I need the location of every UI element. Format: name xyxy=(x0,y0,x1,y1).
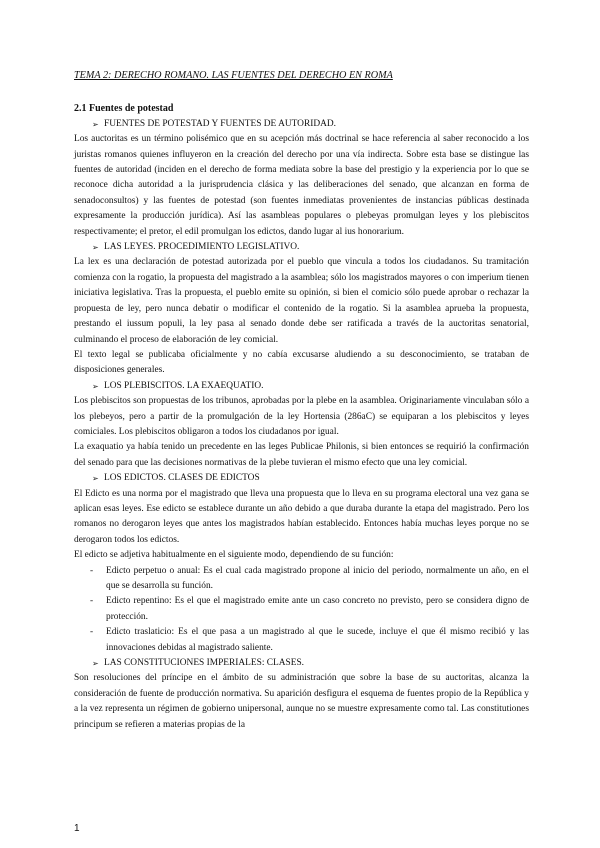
paragraph-edict-types-intro: El edicto se adjetiva habitualmente en el siguiente modo, dependiendo de su función: xyxy=(74,550,394,561)
list-item-text: Edicto perpetuo o anual: Es el cual cada magistrado propone al inicio del periodo, normalmente un año, en el que se desarrolla su función. xyxy=(106,565,529,591)
page-number: 1 xyxy=(74,823,80,834)
paragraph-legal-text: El texto legal se publicaba oficialmente y no cabía excusarse aludiendo a su desconocimiento, se trataban de disposiciones generales. xyxy=(74,349,529,376)
edict-types-list xyxy=(74,564,529,656)
arrow-bullet-icon: ➢ xyxy=(92,659,99,669)
bullet-text: LAS CONSTITUCIONES IMPERIALES: CLASES. xyxy=(104,658,305,669)
list-item-text: Edicto traslaticio: Es el que pasa a un magistrado al que le sucede, incluye el que él mismo recibió y las innovaciones debidas al magistrado saliente. xyxy=(106,627,529,653)
bullet-text: LOS PLEBISCITOS. LA EXAEQUATIO. xyxy=(104,380,264,391)
list-item xyxy=(90,594,529,625)
bullet-text: LOS EDICTOS. CLASES DE EDICTOS xyxy=(104,473,260,484)
paragraph-auctoritas: Los auctoritas es un término polisémico que en su acepción más doctrinal se hace referencia al saber reconocido a los juristas romanos quienes influyeron en la creación del derecho por una vía indirecta. Sobre esta base se distingue las fuentes de autoridad (inciden en el derecho de forma mediata sobre la base del prestigio y la experiencia por lo que se reconoce dicha autoridad a la jurisprudencia clásica y las deliberaciones del senado, que alcanzan en forma de senadoconsultos) y las fuentes de potestad (son fuentes inmediatas provenientes de instancias públicas destinada expresamente la producción jurídica). Así las asambleas populares o plebeyas promulgan leyes y los plebiscitos respectivamente; el pretor, el edil promulgan los edictos, dando lugar al ius honorarium. xyxy=(74,134,529,237)
paragraph-constitutions: Son resoluciones del príncipe en el ámbito de su administración que sobre la base de su auctoritas, alcanza la consideración de fuente de producción normativa. Su aparición desfigura el esquema de fuentes propio de la República y a la vez representa un régimen de gobierno unipersonal, aunque no se muestre expresamente como tal. Las constitutiones principum se refieren a materias propias de la xyxy=(74,673,529,730)
paragraph-exaequatio: La exaquatio ya había tenido un precedente en las leges Publicae Philonis, si bien entonces se requirió la confirmación del senado para que las decisiones normativas de la plebe tuvieran el mismo efecto que una ley comicial. xyxy=(74,442,529,468)
document-title: TEMA 2: DERECHO ROMANO. LAS FUENTES DEL DERECHO EN ROMA xyxy=(74,70,393,81)
dash-bullet-icon: - xyxy=(90,596,94,607)
bullet-heading-laws xyxy=(74,240,529,255)
bullet-heading-sources xyxy=(74,117,529,132)
list-item xyxy=(90,564,529,595)
bullet-heading-plebiscites xyxy=(74,379,529,394)
arrow-bullet-icon: ➢ xyxy=(92,243,99,253)
paragraph-lex: La lex es una declaración de potestad autorizada por el pueblo que vincula a todos los ciudadanos. Su tramitación comienza con la rogatio, la propuesta del magistrado a la asamblea; sólo los magistrados mayores o con imperium tienen iniciativa legislativa. Tras la propuesta, el pueblo emite su opinión, si bien el comicio sólo puede aprobar o rechazar la propuesta de ley, pero nunca debatir o modificar el contenido de la rogatio. Si la asamblea aprueba la propuesta, prestando el iussum populi, la ley pasa al senado donde debe ser ratificada a través de la auctoritas senatorial, culminando el proceso de elaboración de ley comicial. xyxy=(74,257,529,345)
bullet-heading-constitutions xyxy=(74,656,529,671)
arrow-bullet-icon: ➢ xyxy=(92,119,99,129)
section-heading: 2.1 Fuentes de potestad xyxy=(74,103,174,115)
arrow-bullet-icon: ➢ xyxy=(92,381,99,391)
paragraph-edict: El Edicto es una norma por el magistrado que lleva una propuesta que lo lleva en su programa electoral una vez gana se aplican esas leyes. Ese edicto se establece durante un año debido a que duraba durante la etapa del magistrado. Pero los romanos no derogaron leyes que antes los magistrados habían establecido. Entonces había muchas leyes porque no se derogaron todos los edictos. xyxy=(74,488,529,545)
bullet-heading-edicts xyxy=(74,471,529,486)
paragraph-plebiscites: Los plebiscitos son propuestas de los tribunos, aprobadas por la plebe en la asamblea. Originariamente vinculaban sólo a los plebeyos, pero a partir de la promulgación de la ley Hortensia (286aC) se equiparan a los plebiscitos y leyes comiciales. Los plebiscitos obligaron a todos los ciudadanos por igual. xyxy=(74,396,529,437)
document-body xyxy=(74,68,529,733)
list-item-text: Edicto repentino: Es el que el magistrado emite ante un caso concreto no previsto, pero se considera digno de protección. xyxy=(106,596,529,622)
bullet-text: FUENTES DE POTESTAD Y FUENTES DE AUTORIDAD. xyxy=(104,118,336,129)
list-item xyxy=(90,625,529,656)
dash-bullet-icon: - xyxy=(90,565,94,576)
dash-bullet-icon: - xyxy=(90,627,94,638)
bullet-text: LAS LEYES. PROCEDIMIENTO LEGISLATIVO. xyxy=(104,242,300,253)
arrow-bullet-icon: ➢ xyxy=(92,474,99,484)
